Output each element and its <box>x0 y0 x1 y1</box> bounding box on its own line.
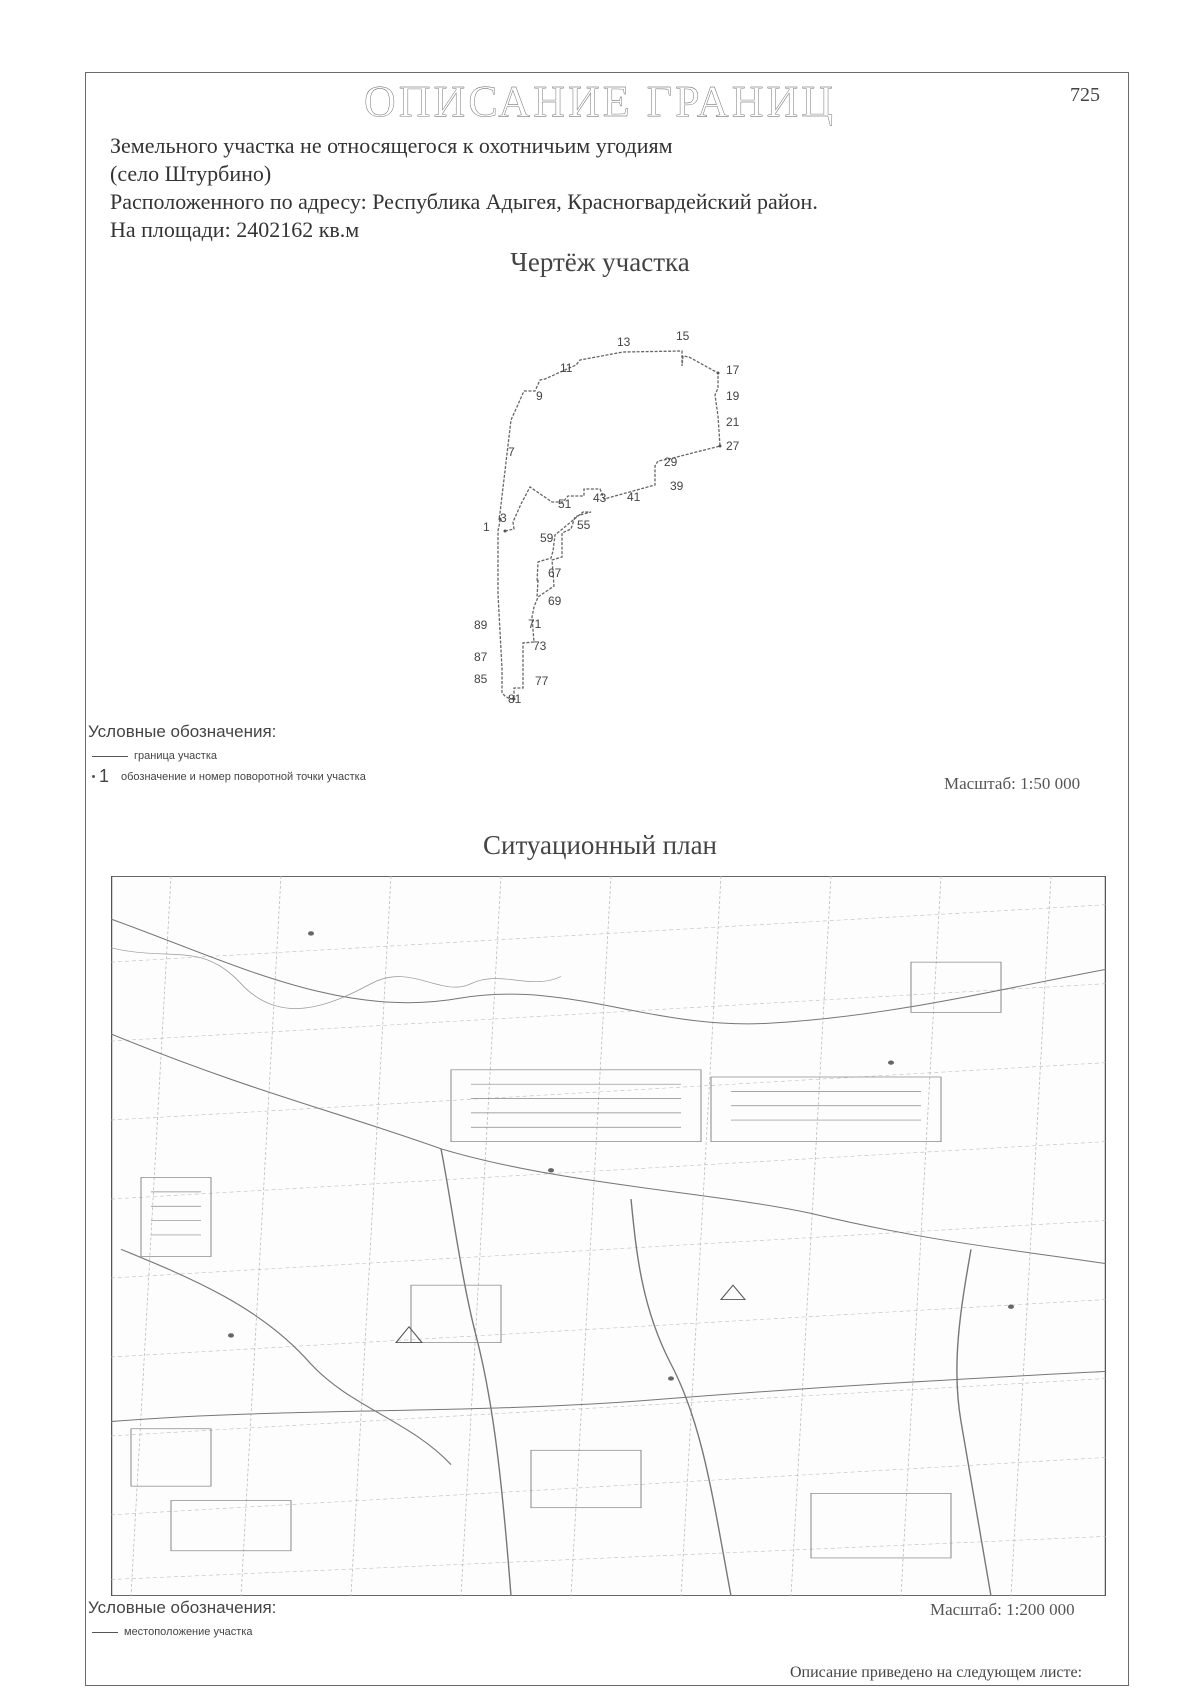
point-label: 77 <box>535 674 549 688</box>
point-label: 67 <box>548 566 562 580</box>
drawing-legend-title: Условные обозначения: <box>88 722 277 741</box>
plot-boundary-line <box>498 351 720 699</box>
plot-info-line-1: Земельного участка не относящегося к охотничьим угодиям <box>110 133 673 158</box>
point-label: 43 <box>593 491 607 505</box>
point-label: 17 <box>726 363 740 377</box>
point-label: 7 <box>508 445 515 459</box>
plot-boundary-drawing <box>0 0 1200 760</box>
point-label: 21 <box>726 415 740 429</box>
plot-info-line-3: Расположенного по адресу: Республика Адыгея, Красногвардейский район. <box>110 189 818 214</box>
situation-title: Ситуационный план <box>482 830 718 860</box>
point-symbol <box>92 775 95 778</box>
point-label: 41 <box>627 490 641 504</box>
legend-boundary <box>92 750 217 762</box>
point-label: 55 <box>577 518 591 532</box>
point-label: 87 <box>474 650 488 664</box>
boundary-point-27 <box>719 445 722 448</box>
point-label: 89 <box>474 618 488 632</box>
point-label: 29 <box>664 455 678 469</box>
page-number: 725 <box>1070 84 1100 106</box>
point-label: 73 <box>533 639 547 653</box>
point-label: 1 <box>483 520 490 534</box>
point-label: 9 <box>536 389 543 403</box>
situation-legend-title: Условные обозначения: <box>88 1598 277 1617</box>
boundary-point-1 <box>504 530 507 533</box>
situation-map <box>111 876 1106 1596</box>
situation-scale: Масштаб: 1:200 000 <box>930 1600 1075 1619</box>
point-label: 11 <box>560 361 573 375</box>
location-line-symbol <box>92 1632 118 1633</box>
legend-point-number: 1 <box>99 766 110 786</box>
legend-point-label: обозначение и номер поворотной точки участка <box>121 770 366 783</box>
point-label: 27 <box>726 439 740 453</box>
point-label: 19 <box>726 389 740 403</box>
point-label: 15 <box>676 329 690 343</box>
point-label: 69 <box>548 594 562 608</box>
point-label: 51 <box>558 497 572 511</box>
drawing-scale: Масштаб: 1:50 000 <box>944 774 1081 793</box>
point-label: 71 <box>528 617 542 631</box>
drawing-title: Чертёж участка <box>510 247 690 277</box>
plot-info-line-4: На площади: 2402162 кв.м <box>110 217 360 242</box>
boundary-line-symbol <box>92 756 128 757</box>
point-label: 85 <box>474 672 488 686</box>
legend-boundary-label: граница участка <box>134 750 217 762</box>
document-title: ОПИСАНИЕ ГРАНИЦ <box>363 77 837 126</box>
continuation-note: Описание приведено на следующем листе: <box>790 1664 1083 1681</box>
plot-info-line-2: (село Штурбино) <box>110 161 272 186</box>
point-label: 39 <box>670 479 684 493</box>
point-label: 59 <box>540 531 554 545</box>
legend-location-label: местоположение участка <box>124 1626 253 1638</box>
legend-point <box>92 766 366 787</box>
boundary-point-17 <box>717 372 720 375</box>
legend-location <box>92 1626 253 1638</box>
point-label: 13 <box>617 335 631 349</box>
point-label: 3 <box>500 511 507 525</box>
point-label: 81 <box>508 692 522 706</box>
